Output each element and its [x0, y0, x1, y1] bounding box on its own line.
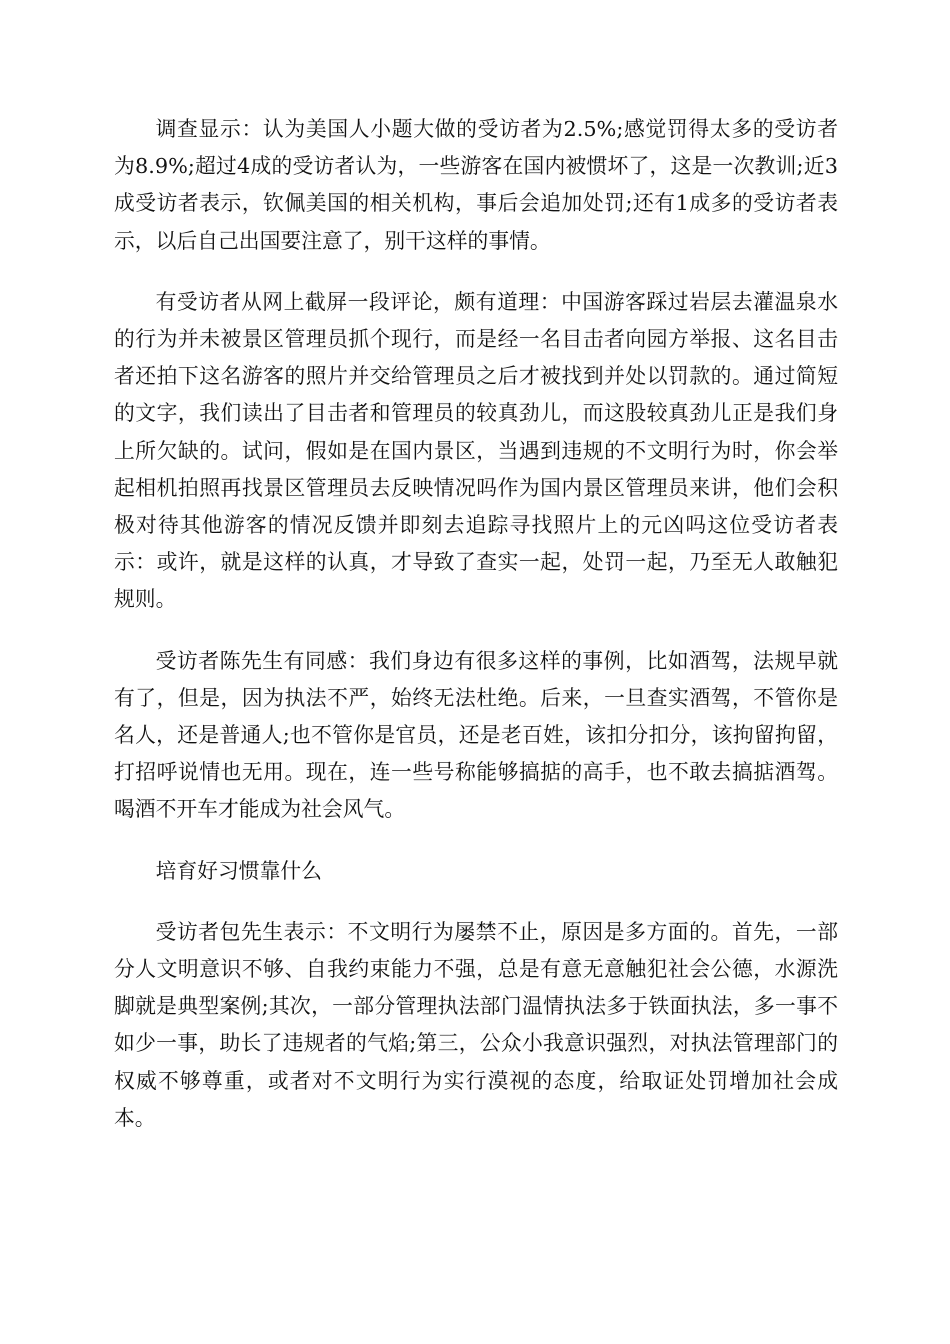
- section-heading: 培育好习惯靠什么: [155, 858, 322, 883]
- paragraph-mr-bao: 受访者包先生表示：不文明行为屡禁不止，原因是多方面的。首先，一部分人文明意识不够、自我约束能力不强，总是有意无意触犯社会公德，水源洗脚就是典型案例;其次，一部分管理执法部门温情执法多于铁面执法，多一事不如少一事，助长了违规者的气焰;第三，公众小我意识强烈，对执法管理部门的权威不够尊重，或者对不文明行为实行漠视的态度，给取证处罚增加社会成本。: [114, 919, 838, 1130]
- paragraph-mr-chen: 受访者陈先生有同感：我们身边有很多这样的事例，比如酒驾，法规早就有了，但是，因为执法不严，始终无法杜绝。后来，一旦查实酒驾，不管你是名人，还是普通人;也不管你是官员，还是老百姓，该扣分扣分，该拘留拘留，打招呼说情也无用。现在，连一些号称能够搞掂的高手，也不敢去搞掂酒驾。喝酒不开车才能成为社会风气。: [114, 648, 838, 822]
- paragraph-survey-results: 调查显示：认为美国人小题大做的受访者为2.5%;感觉罚得太多的受访者为8.9%;超过4成的受访者认为，一些游客在国内被惯坏了，这是一次教训;近3成受访者表示，钦佩美国的相关机构，事后会追加处罚;还有1成多的受访者表示，以后自己出国要注意了，别干这样的事情。: [114, 117, 838, 253]
- document-page: [114, 111, 838, 1161]
- paragraph-online-comment: 有受访者从网上截屏一段评论，颇有道理：中国游客踩过岩层去灌温泉水的行为并未被景区管理员抓个现行，而是经一名目击者向园方举报、这名目击者还拍下这名游客的照片并交给管理员之后才被找到并处以罚款的。通过简短的文字，我们读出了目击者和管理员的较真劲儿，而这股较真劲儿正是我们身上所欠缺的。试问，假如是在国内景区，当遇到违规的不文明行为时，你会举起相机拍照再找景区管理员去反映情况吗作为国内景区管理员来讲，他们会积极对待其他游客的情况反馈并即刻去追踪寻找照片上的元凶吗这位受访者表示：或许，就是这样的认真，才导致了查实一起，处罚一起，乃至无人敢触犯规则。: [114, 289, 838, 612]
